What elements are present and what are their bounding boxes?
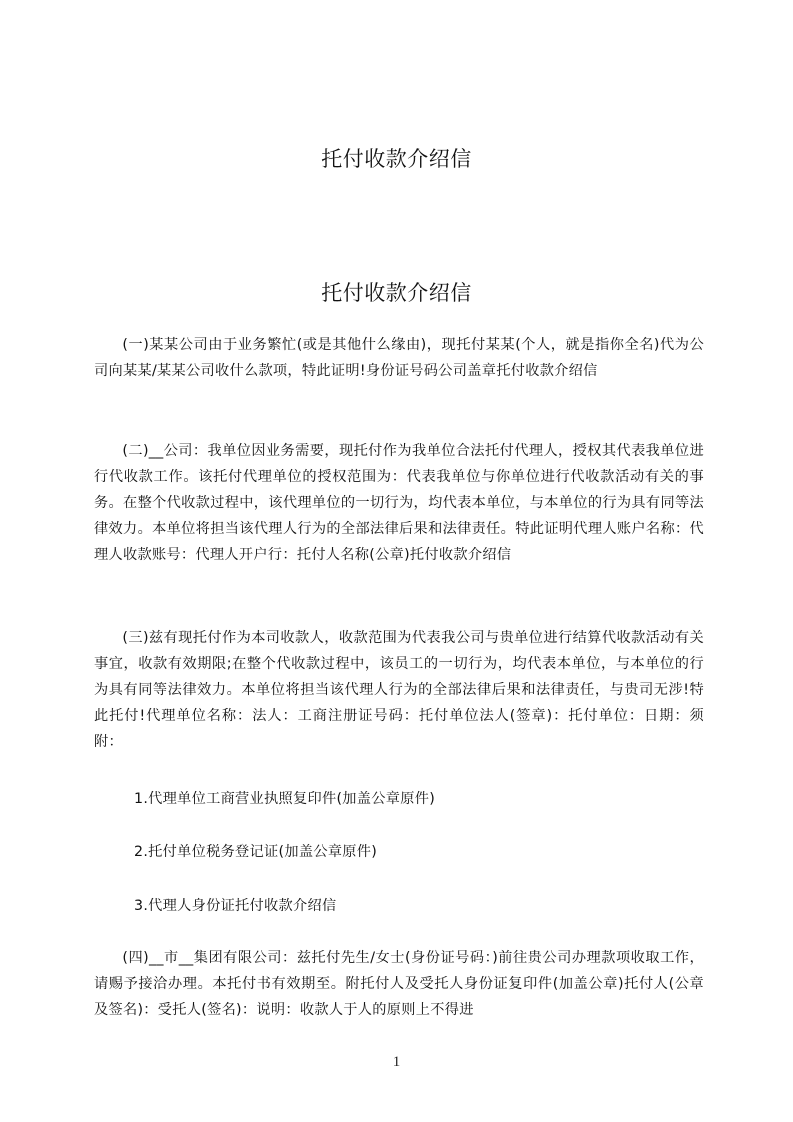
attachment-item-2: 2.托付单位税务登记证(加盖公章原件) xyxy=(134,844,378,860)
paragraph-4: (四)__市__集团有限公司：兹托付先生/女士(身份证号码：)前往贵公司办理款项收取工作，请赐予接洽办理。本托付书有效期至。附托付人及受托人身份证复印件(加盖公章)托付人(公章及签名)：受托人(签名)：说明：收款人于人的原则上不得进 xyxy=(94,950,704,1018)
attachment-item-1: 1.代理单位工商营业执照复印件(加盖公章原件) xyxy=(134,791,436,807)
page-number: 1 xyxy=(392,1054,401,1070)
paragraph-2: (二)__公司：我单位因业务需要，现托付作为我单位合法托付代理人，授权其代表我单位进行代收款工作。该托付代理单位的授权范围为：代表我单位与你单位进行代收款活动有关的事务。在整个代收款过程中，该代理单位的一切行为，均代表本单位，与本单位的行为具有同等法律效力。本单位将担当该代理人行为的全部法律后果和法律责任。特此证明代理人账户名称：代理人收款账号：代理人开户行：托付人名称(公章)托付收款介绍信 xyxy=(94,443,704,563)
paragraph-3: (三)兹有现托付作为本司收款人，收款范围为代表我公司与贵单位进行结算代收款活动有关事宜，收款有效期限;在整个代收款过程中，该员工的一切行为，均代表本单位，与本单位的行为具有同等法律效力。本单位将担当该代理人行为的全部法律后果和法律责任，与贵司无涉!特此托付!代理单位名称：法人：工商注册证号码：托付单位法人(签章)：托付单位：日期：须附： xyxy=(94,630,704,750)
document-title: 托付收款介绍信 xyxy=(321,281,472,305)
paragraph-1: (一)某某公司由于业务繁忙(或是其他什么缘由)，现托付某某(个人，就是指你全名)代为公司向某某/某某公司收什么款项，特此证明!身份证号码公司盖章托付收款介绍信 xyxy=(94,337,704,379)
attachment-item-3: 3.代理人身份证托付收款介绍信 xyxy=(134,898,337,914)
document-header-title: 托付收款介绍信 xyxy=(321,147,472,171)
